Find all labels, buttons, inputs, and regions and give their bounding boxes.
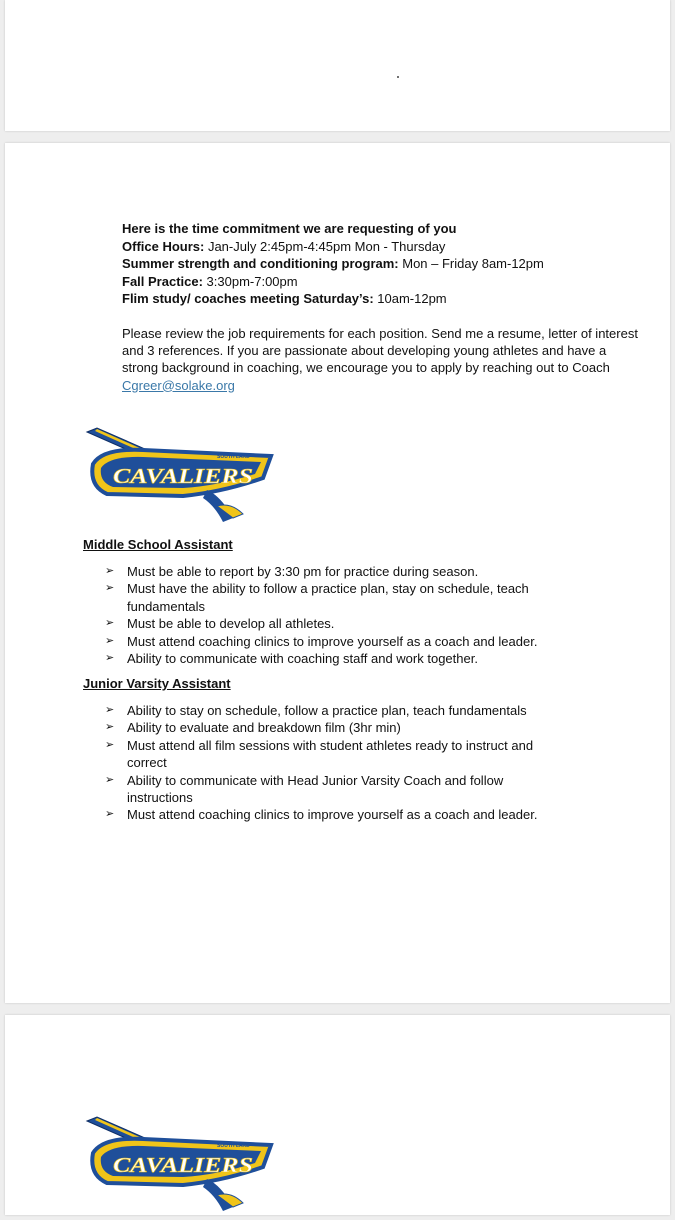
coach-email-link[interactable]: Cgreer@solake.org <box>122 377 235 393</box>
list-item: ➢ Must have the ability to follow a practice plan, stay on schedule, teach fundamentals <box>105 581 529 614</box>
film-study-line: Flim study/ coaches meeting Saturday’s: 10am-12pm <box>122 291 447 306</box>
cut-off-text-line <box>215 0 545 4</box>
list-item: ➢ Must be able to develop all athletes. <box>105 616 335 632</box>
arrow-bullet-icon: ➢ <box>105 617 115 630</box>
application-paragraph: Please review the job requirements for each position. Send me a resume, letter of interest and 3 references. If you are passionate about developing young athletes and have a strong background in coaching, we encourage you to apply by reaching out to Coach Cgreer@solake.org <box>122 326 638 393</box>
arrow-bullet-icon: ➢ <box>105 582 115 595</box>
document-page-main <box>5 143 670 1003</box>
logo-small-text: SOUTH LAKE <box>217 1143 250 1149</box>
arrow-bullet-icon: ➢ <box>105 704 115 716</box>
logo-big-text: CAVALIERS <box>113 464 253 488</box>
list-item: ➢ Ability to communicate with Head Junior Varsity Coach and follow instructions <box>105 772 504 806</box>
junior-varsity-requirements <box>101 702 571 824</box>
document-page-next <box>5 1015 670 1215</box>
logo-big-text: CAVALIERS <box>113 1153 253 1177</box>
list-item: ➢ Must be able to report by 3:30 pm for practice during season. <box>105 564 479 579</box>
document-page-previous <box>5 0 670 131</box>
arrow-bullet-icon: ➢ <box>105 565 115 577</box>
list-item: ➢ Must attend all film sessions with student athletes ready to instruct and correct <box>105 737 534 771</box>
arrow-bullet-icon: ➢ <box>105 721 115 734</box>
list-item: ➢ Must attend coaching clinics to improve yourself as a coach and leader. <box>105 807 538 823</box>
middle-school-requirements <box>101 563 571 667</box>
list-item: ➢ Ability to evaluate and breakdown film (3hr min) <box>105 720 401 736</box>
list-item: ➢ Ability to stay on schedule, follow a practice plan, teach fundamentals <box>105 703 527 718</box>
fall-practice-line: Fall Practice: 3:30pm-7:00pm <box>122 273 298 289</box>
arrow-bullet-icon: ➢ <box>105 738 115 751</box>
logo-small-text: SOUTH LAKE <box>217 454 250 460</box>
summer-program-line: Summer strength and conditioning program: Mon – Friday 8am-12pm <box>122 256 544 271</box>
time-commitment-heading: Here is the time commitment we are requesting of you <box>122 221 457 236</box>
list-item: ➢ Ability to communicate with coaching staff and work together. <box>105 651 478 667</box>
arrow-bullet-icon: ➢ <box>105 808 115 821</box>
office-hours-line: Office Hours: Jan-July 2:45pm-4:45pm Mon - Thursday <box>122 238 446 254</box>
junior-varsity-title: Junior Varsity Assistant <box>83 676 231 691</box>
arrow-bullet-icon: ➢ <box>105 634 115 647</box>
list-item: ➢ Must attend coaching clinics to improve yourself as a coach and leader. <box>105 633 538 649</box>
cavaliers-logo <box>83 1115 275 1220</box>
stray-dot <box>397 76 399 78</box>
arrow-bullet-icon: ➢ <box>105 773 115 786</box>
cavaliers-logo <box>83 426 275 531</box>
arrow-bullet-icon: ➢ <box>105 652 115 665</box>
middle-school-title: Middle School Assistant <box>83 537 233 552</box>
time-commitment-block <box>122 220 642 308</box>
